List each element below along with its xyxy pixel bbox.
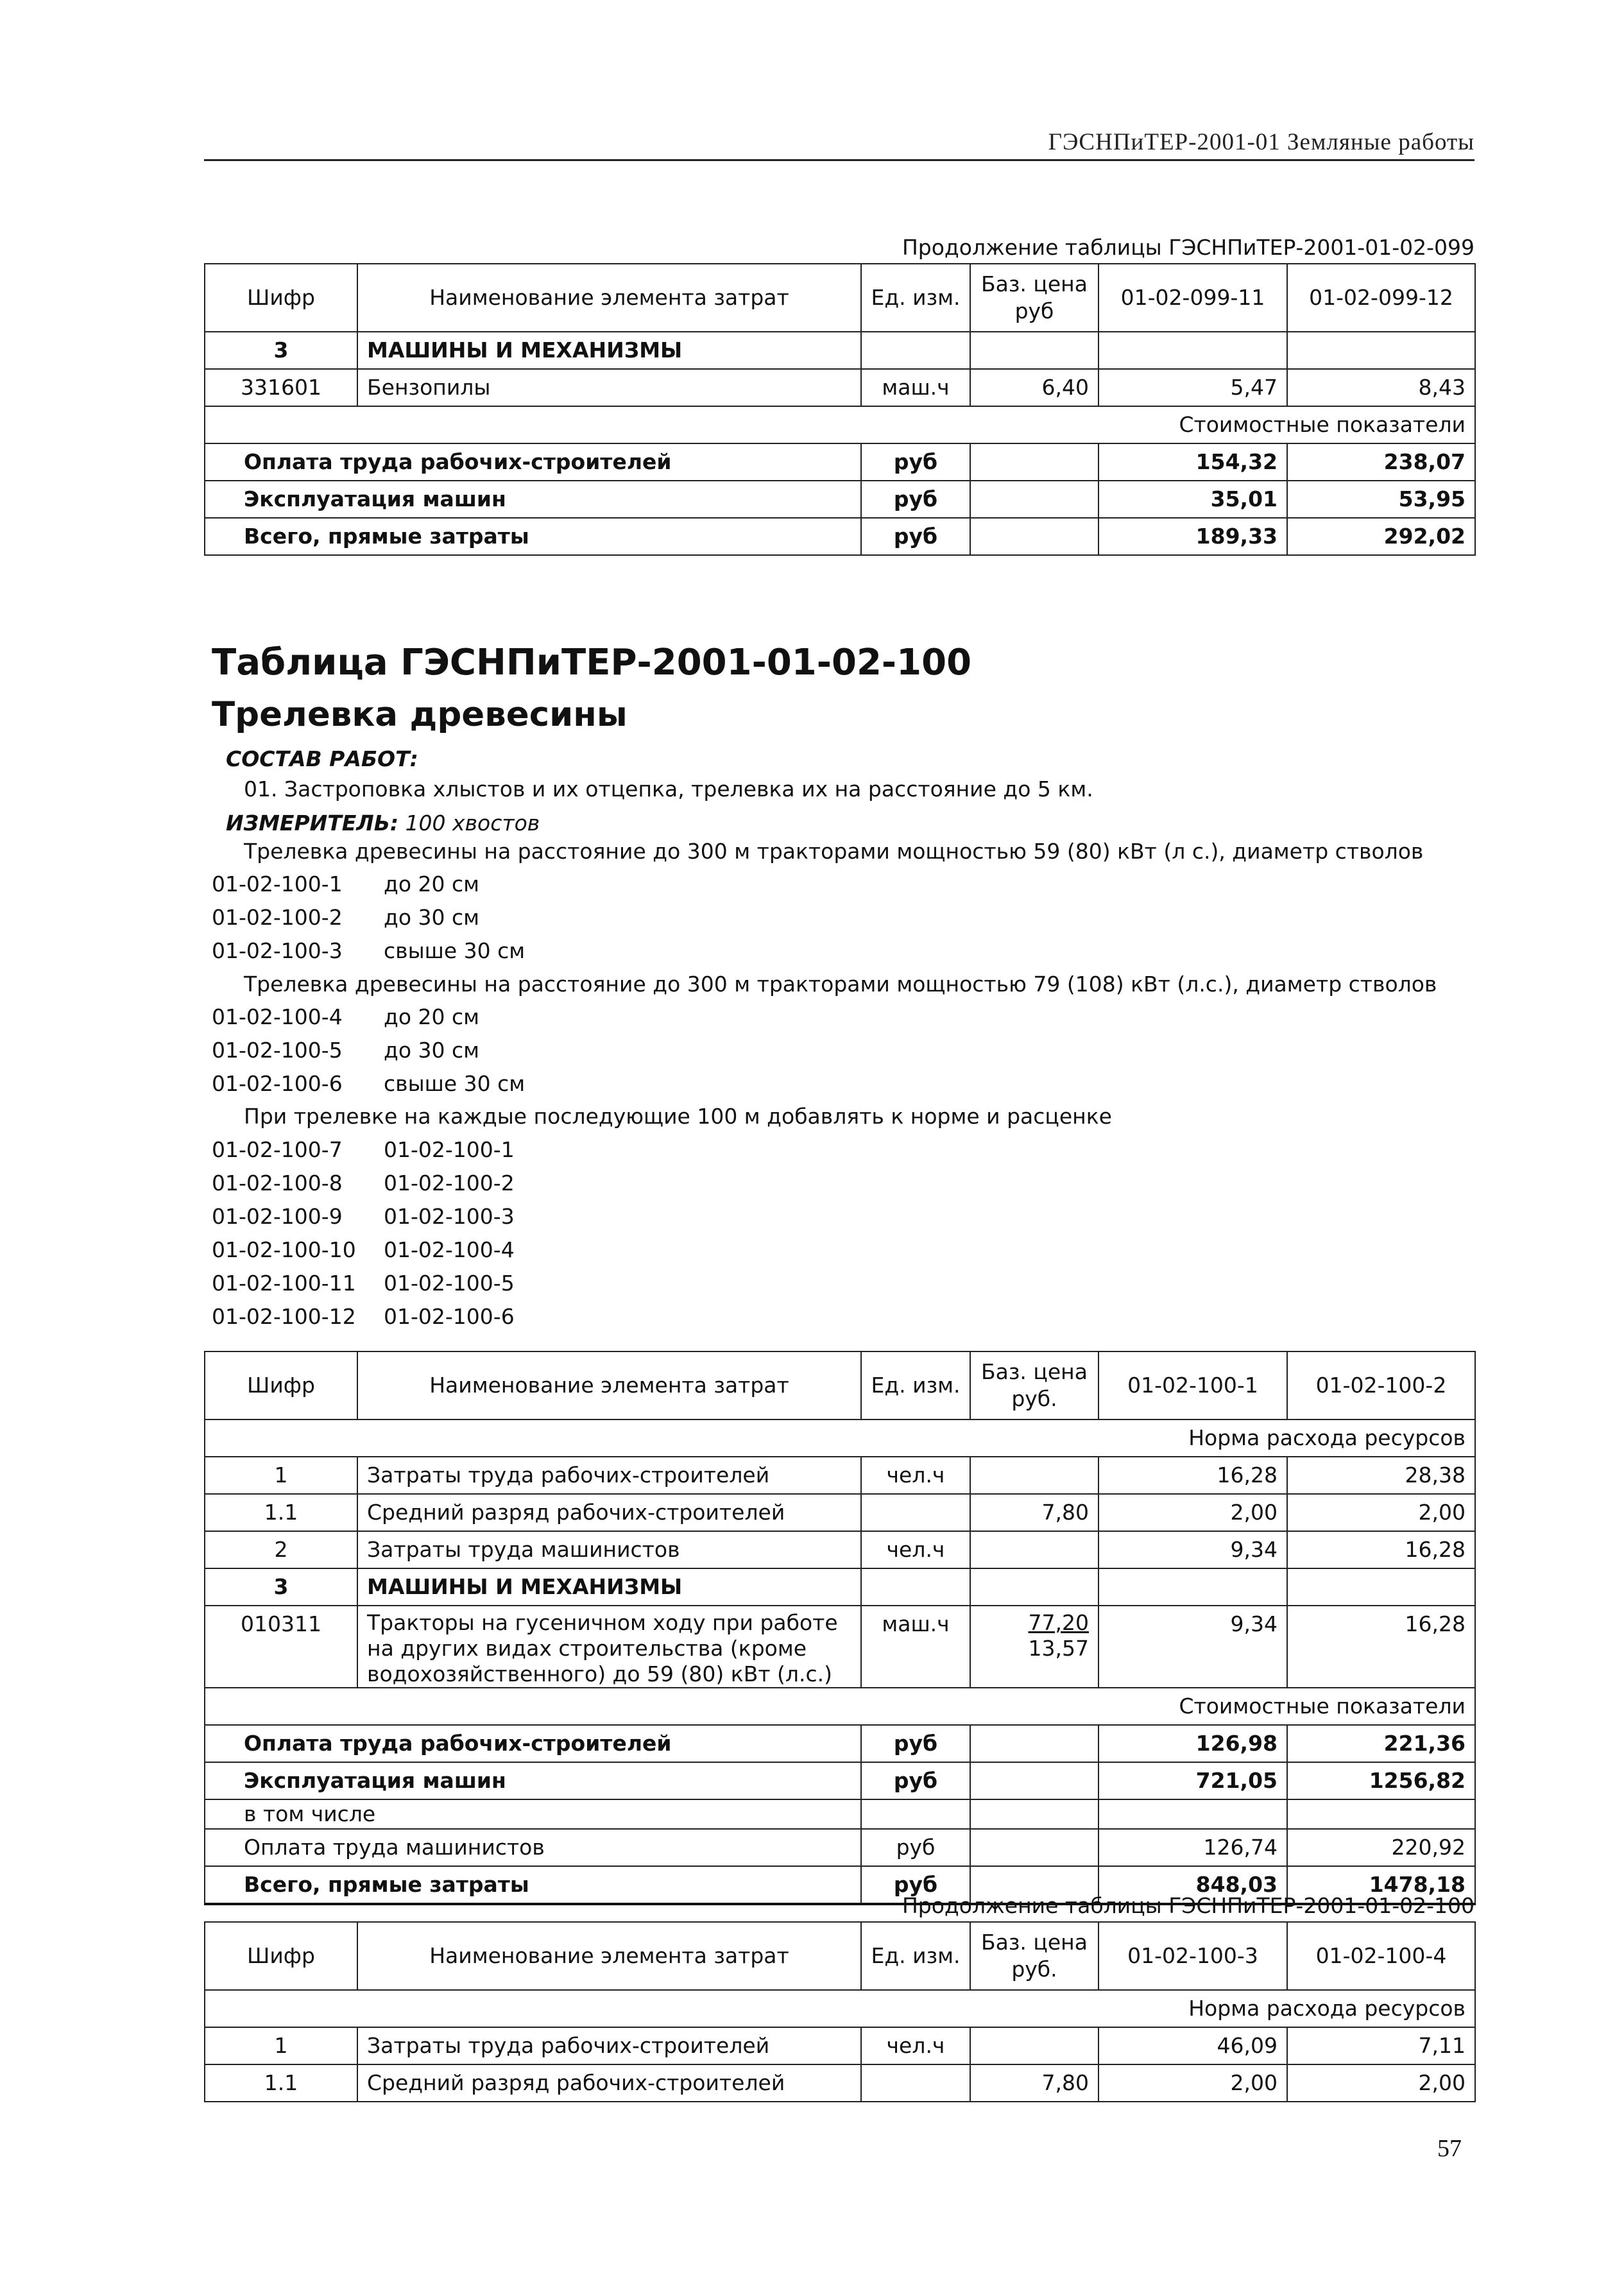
- section-row: [205, 332, 1475, 369]
- total-row: Оплата труда рабочих-строителей руб 126,98 221,36: [205, 1725, 1475, 1762]
- total-row: Эксплуатация машин руб 35,01 53,95: [205, 481, 1475, 518]
- row-value-a: 5,47: [1098, 369, 1287, 406]
- norm-header-row: [205, 1990, 1475, 2027]
- table-subtitle: Трелевка древесины: [212, 695, 628, 734]
- list-item: 01-02-100-5 до 30 см: [212, 1038, 480, 1063]
- total-row: Эксплуатация машин руб 721,05 1256,82: [205, 1762, 1475, 1799]
- page-number: 57: [1437, 2135, 1462, 2162]
- list-item: 01-02-100-6 свыше 30 см: [212, 1071, 526, 1096]
- table-row: [205, 369, 1475, 406]
- total-row: в том числе: [205, 1799, 1475, 1829]
- machine-row: 010311 Тракторы на гусеничном ходу при работе на других видах строительства (кроме водохозяйственного) до 59 (80) кВт (л.с.) маш.ч 77,20 13,57 9,34 16,28: [205, 1606, 1475, 1688]
- table-header-row: [205, 264, 1475, 332]
- table-099-caption: Продолжение таблицы ГЭСНПиТЕР-2001-01-02-099: [902, 235, 1474, 260]
- col-a-header: 01-02-100-3: [1098, 1922, 1287, 1990]
- col-a-header: 01-02-100-1: [1098, 1351, 1287, 1420]
- total-row: Оплата труда рабочих-строителей руб 154,32 238,07: [205, 443, 1475, 481]
- total-row: Всего, прямые затраты руб 848,03 1478,18: [205, 1866, 1475, 1904]
- header-rule: [204, 159, 1474, 161]
- list-item: 01-02-100-10 01-02-100-4: [212, 1237, 515, 1262]
- table-100-b: [204, 1921, 1476, 2102]
- list-item: 01-02-100-4 до 20 см: [212, 1004, 480, 1029]
- meter-value: 100 хвостов: [405, 811, 540, 836]
- row-price: 6,40: [970, 369, 1098, 406]
- table-row: 1 Затраты труда рабочих-строителей чел.ч 46,09 7,11: [205, 2027, 1475, 2064]
- section-name: МАШИНЫ И МЕХАНИЗМЫ: [357, 332, 861, 369]
- cost-header-row: [205, 1688, 1475, 1725]
- col-price-header: Баз. цена руб.: [970, 1351, 1098, 1420]
- list-item: 01-02-100-1 до 20 см: [212, 871, 480, 896]
- total-row: Оплата труда машинистов руб 126,74 220,92: [205, 1829, 1475, 1866]
- table-099: [204, 263, 1476, 556]
- table-row: 1.1 Средний разряд рабочих-строителей 7,80 2,00 2,00: [205, 2064, 1475, 2102]
- table-100-a: [204, 1351, 1476, 1905]
- cost-header-row: [205, 406, 1475, 443]
- meter-label: ИЗМЕРИТЕЛЬ:: [226, 811, 399, 836]
- col-unit-header: Ед. изм.: [861, 264, 970, 332]
- meter-line: [226, 811, 540, 836]
- group3-text: При трелевке на каждые последующие 100 м добавлять к норме и расценке: [244, 1104, 1112, 1129]
- running-header: ГЭСНПиТЕР-2001-01 Земляные работы: [1048, 129, 1474, 155]
- list-item: 01-02-100-11 01-02-100-5: [212, 1271, 515, 1296]
- list-item: 01-02-100-3 свыше 30 см: [212, 938, 526, 963]
- col-unit-header: Ед. изм.: [861, 1351, 970, 1420]
- row-name: Бензопилы: [357, 369, 861, 406]
- table-row: 2 Затраты труда машинистов чел.ч 9,34 16,28: [205, 1531, 1475, 1568]
- group1-text: Трелевка древесины на расстояние до 300 м тракторами мощностью 59 (80) кВт (л с.), диаметр стволов: [244, 839, 1424, 864]
- cost-header: Стоимостные показатели: [205, 1688, 1475, 1725]
- cost-header: Стоимостные показатели: [205, 406, 1475, 443]
- list-item: 01-02-100-2 до 30 см: [212, 905, 480, 930]
- col-price-header: Баз. цена руб: [970, 264, 1098, 332]
- col-code-header: Шифр: [205, 264, 357, 332]
- list-item: 01-02-100-8 01-02-100-2: [212, 1171, 515, 1196]
- table-row: 1.1 Средний разряд рабочих-строителей 7,80 2,00 2,00: [205, 1494, 1475, 1531]
- norm-header: Норма расхода ресурсов: [205, 1420, 1475, 1457]
- table-header-row: [205, 1922, 1475, 1990]
- list-item: 01-02-100-9 01-02-100-3: [212, 1204, 515, 1229]
- section-code: 3: [205, 332, 357, 369]
- works-item: 01. Застроповка хлыстов и их отцепка, трелевка их на расстояние до 5 км.: [244, 776, 1093, 802]
- col-b-header: 01-02-100-4: [1287, 1922, 1475, 1990]
- list-item: 01-02-100-7 01-02-100-1: [212, 1137, 515, 1162]
- col-code-header: Шифр: [205, 1922, 357, 1990]
- machine-price: 77,20 13,57: [970, 1606, 1098, 1688]
- col-a-header: 01-02-099-11: [1098, 264, 1287, 332]
- col-b-header: 01-02-100-2: [1287, 1351, 1475, 1420]
- col-price-header: Баз. цена руб.: [970, 1922, 1098, 1990]
- col-name-header: Наименование элемента затрат: [357, 264, 861, 332]
- col-code-header: Шифр: [205, 1351, 357, 1420]
- row-value-b: 8,43: [1287, 369, 1475, 406]
- table-title: Таблица ГЭСНПиТЕР-2001-01-02-100: [212, 642, 972, 683]
- section-row: 3 МАШИНЫ И МЕХАНИЗМЫ: [205, 1568, 1475, 1606]
- norm-header-row: [205, 1420, 1475, 1457]
- norm-header: Норма расхода ресурсов: [205, 1990, 1475, 2027]
- list-item: 01-02-100-12 01-02-100-6: [212, 1304, 515, 1329]
- works-label: СОСТАВ РАБОТ:: [226, 746, 418, 771]
- table-100b-caption: Продолжение таблицы ГЭСНПиТЕР-2001-01-02-100: [902, 1893, 1474, 1918]
- col-b-header: 01-02-099-12: [1287, 264, 1475, 332]
- total-row: Всего, прямые затраты руб 189,33 292,02: [205, 518, 1475, 555]
- row-code: 331601: [205, 369, 357, 406]
- table-row: 1 Затраты труда рабочих-строителей чел.ч 16,28 28,38: [205, 1457, 1475, 1494]
- col-name-header: Наименование элемента затрат: [357, 1922, 861, 1990]
- col-unit-header: Ед. изм.: [861, 1922, 970, 1990]
- col-name-header: Наименование элемента затрат: [357, 1351, 861, 1420]
- table-header-row: [205, 1351, 1475, 1420]
- row-unit: маш.ч: [861, 369, 970, 406]
- group2-text: Трелевка древесины на расстояние до 300 м тракторами мощностью 79 (108) кВт (л.с.), диаметр стволов: [244, 972, 1437, 997]
